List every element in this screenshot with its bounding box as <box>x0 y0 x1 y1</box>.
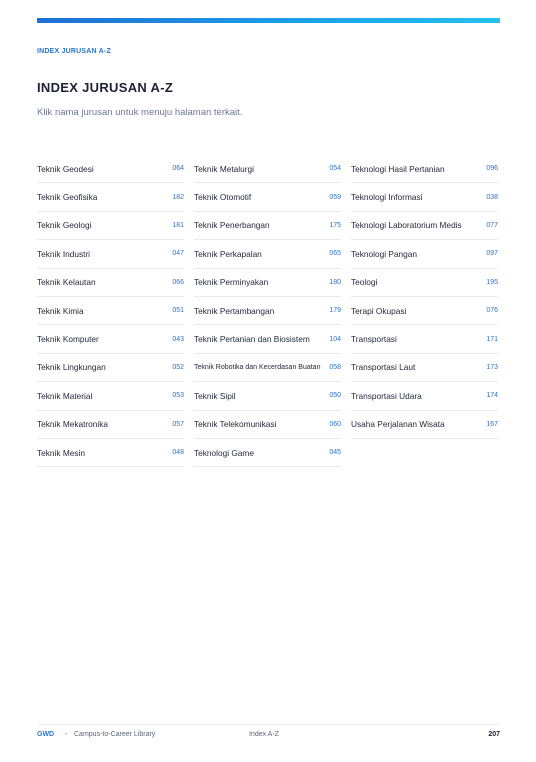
index-entry[interactable] <box>37 297 184 325</box>
index-entry[interactable] <box>194 212 341 240</box>
index-entry[interactable] <box>351 354 498 382</box>
footer-separator: - <box>65 731 68 738</box>
index-entry-name[interactable]: Teknik Geofisika <box>37 192 98 203</box>
index-entry[interactable] <box>194 297 341 325</box>
index-entry-page[interactable]: 104 <box>329 335 341 343</box>
index-entry-page[interactable]: 047 <box>172 250 184 258</box>
index-entry-name[interactable]: Teknik Lingkungan <box>37 362 106 373</box>
index-entry[interactable] <box>194 325 341 353</box>
index-entry-name[interactable]: Teknik Mesin <box>37 447 85 458</box>
index-entry-page[interactable]: 045 <box>329 449 341 457</box>
index-entry-page[interactable]: 180 <box>329 278 341 286</box>
index-entry[interactable] <box>37 155 184 183</box>
index-entry-name[interactable]: Teknologi Game <box>194 447 254 458</box>
index-entry[interactable] <box>351 240 498 268</box>
index-entry-name[interactable]: Transportasi Udara <box>351 390 422 401</box>
index-entry[interactable] <box>351 325 498 353</box>
index-entry[interactable] <box>37 354 184 382</box>
page-footer <box>37 731 500 743</box>
index-entry-name[interactable]: Teknik Perkapalan <box>194 248 262 259</box>
index-entry-page[interactable]: 077 <box>486 221 498 229</box>
footer-section-name: Index A-Z <box>249 731 279 738</box>
footer-divider <box>37 724 500 725</box>
index-entry[interactable] <box>37 212 184 240</box>
index-entry[interactable] <box>194 439 341 467</box>
index-entry-name[interactable]: Transportasi <box>351 334 397 345</box>
index-entry-page[interactable]: 179 <box>329 307 341 315</box>
index-entry[interactable] <box>37 240 184 268</box>
index-column-1 <box>37 155 184 467</box>
index-entry-name[interactable]: Transportasi Laut <box>351 362 416 373</box>
section-kicker: INDEX JURUSAN A-Z <box>37 48 111 55</box>
index-entry-name[interactable]: Teknik Kimia <box>37 305 84 316</box>
index-entry-name[interactable]: Teknik Industri <box>37 248 91 259</box>
page-subtitle: Klik nama jurusan untuk menuju halaman terkait. <box>37 107 243 118</box>
index-entry-name[interactable]: Teknik Mekatronika <box>37 419 109 430</box>
index-entry-name[interactable]: Teknik Kelautan <box>37 277 96 288</box>
index-entry[interactable] <box>194 155 341 183</box>
index-entry[interactable] <box>351 183 498 211</box>
index-column-2 <box>194 155 341 467</box>
index-entry-page[interactable]: 175 <box>329 221 341 229</box>
top-accent-bar <box>37 18 500 23</box>
index-entry-page[interactable]: 038 <box>486 193 498 201</box>
index-entry[interactable] <box>37 269 184 297</box>
index-entry-name[interactable]: Teknik Telekomunikasi <box>194 419 277 430</box>
index-entry[interactable] <box>37 183 184 211</box>
index-entry-page[interactable]: 182 <box>172 193 184 201</box>
index-entry[interactable] <box>194 240 341 268</box>
index-entry-page[interactable]: 043 <box>172 335 184 343</box>
index-entry-page[interactable]: 057 <box>172 420 184 428</box>
index-entry-name[interactable]: Teknik Sipil <box>194 390 236 401</box>
index-entry[interactable] <box>351 155 498 183</box>
index-entry-name[interactable]: Teknik Otomotif <box>194 192 252 203</box>
footer-page-number: 207 <box>488 731 500 738</box>
index-entry-page[interactable]: 054 <box>329 165 341 173</box>
index-entry-page[interactable]: 173 <box>486 363 498 371</box>
index-entry-name[interactable]: Teknik Pertanian dan Biosistem <box>194 334 310 345</box>
index-entry-name[interactable]: Teknologi Hasil Pertanian <box>351 163 445 174</box>
index-entry[interactable] <box>194 354 341 382</box>
index-entry-name[interactable]: Teknik Geologi <box>37 220 92 231</box>
index-entry-page[interactable]: 059 <box>329 193 341 201</box>
index-entry-name[interactable]: Teknik Metalurgi <box>194 163 254 174</box>
index-grid <box>37 155 500 467</box>
index-entry-page[interactable]: 060 <box>329 420 341 428</box>
index-entry-page[interactable]: 076 <box>486 307 498 315</box>
index-entry-page[interactable]: 096 <box>486 165 498 173</box>
index-entry-page[interactable]: 097 <box>486 250 498 258</box>
index-entry-page[interactable]: 058 <box>329 363 341 371</box>
index-entry[interactable] <box>37 382 184 410</box>
index-entry-name[interactable]: Teknik Material <box>37 390 93 401</box>
index-entry-page[interactable]: 171 <box>486 335 498 343</box>
index-entry-page[interactable]: 048 <box>172 449 184 457</box>
index-entry[interactable] <box>194 269 341 297</box>
index-entry-page[interactable]: 195 <box>486 278 498 286</box>
index-entry-name[interactable]: Teknik Pertambangan <box>194 305 275 316</box>
index-entry[interactable] <box>194 382 341 410</box>
index-entry-name[interactable]: Teknologi Pangan <box>351 248 417 259</box>
index-entry[interactable] <box>351 269 498 297</box>
index-entry-page[interactable]: 050 <box>329 392 341 400</box>
index-entry-name[interactable]: Teknologi Laboratorium Medis <box>351 220 462 231</box>
index-entry-name[interactable]: Terapi Okupasi <box>351 305 407 316</box>
index-entry-name[interactable]: Teknik Komputer <box>37 334 99 345</box>
index-entry-page[interactable]: 053 <box>172 392 184 400</box>
index-entry-page[interactable]: 051 <box>172 307 184 315</box>
index-column-3 <box>351 155 498 467</box>
index-entry-page[interactable]: 167 <box>486 420 498 428</box>
index-entry-page[interactable]: 174 <box>486 392 498 400</box>
index-entry[interactable] <box>351 411 498 439</box>
index-entry-name[interactable]: Teknologi Informasi <box>351 192 423 203</box>
footer-brand: GWD <box>37 731 55 738</box>
index-entry-page[interactable]: 064 <box>172 165 184 173</box>
index-entry[interactable] <box>194 411 341 439</box>
footer-library-name: Campus-to-Career Library <box>74 731 156 738</box>
index-entry-page[interactable]: 065 <box>329 250 341 258</box>
index-entry-name[interactable]: Teknik Perminyakan <box>194 277 269 288</box>
index-entry-name[interactable]: Teknik Geodesi <box>37 163 94 174</box>
page-title: INDEX JURUSAN A-Z <box>37 80 174 95</box>
index-entry[interactable] <box>37 411 184 439</box>
index-entry[interactable] <box>351 212 498 240</box>
index-entry[interactable] <box>194 183 341 211</box>
index-entry-name[interactable]: Teknik Penerbangan <box>194 220 270 231</box>
index-entry[interactable] <box>351 297 498 325</box>
index-entry-name[interactable]: Teknik Robotika dan Kecerdasan Buatan <box>194 363 321 371</box>
index-entry-name[interactable]: Teologi <box>351 277 378 288</box>
index-entry[interactable] <box>37 439 184 467</box>
index-entry-page[interactable]: 066 <box>172 278 184 286</box>
index-entry[interactable] <box>37 325 184 353</box>
index-entry-name[interactable]: Usaha Perjalanan Wisata <box>351 419 445 430</box>
index-entry-page[interactable]: 181 <box>172 221 184 229</box>
index-entry-page[interactable]: 052 <box>172 363 184 371</box>
index-entry[interactable] <box>351 382 498 410</box>
